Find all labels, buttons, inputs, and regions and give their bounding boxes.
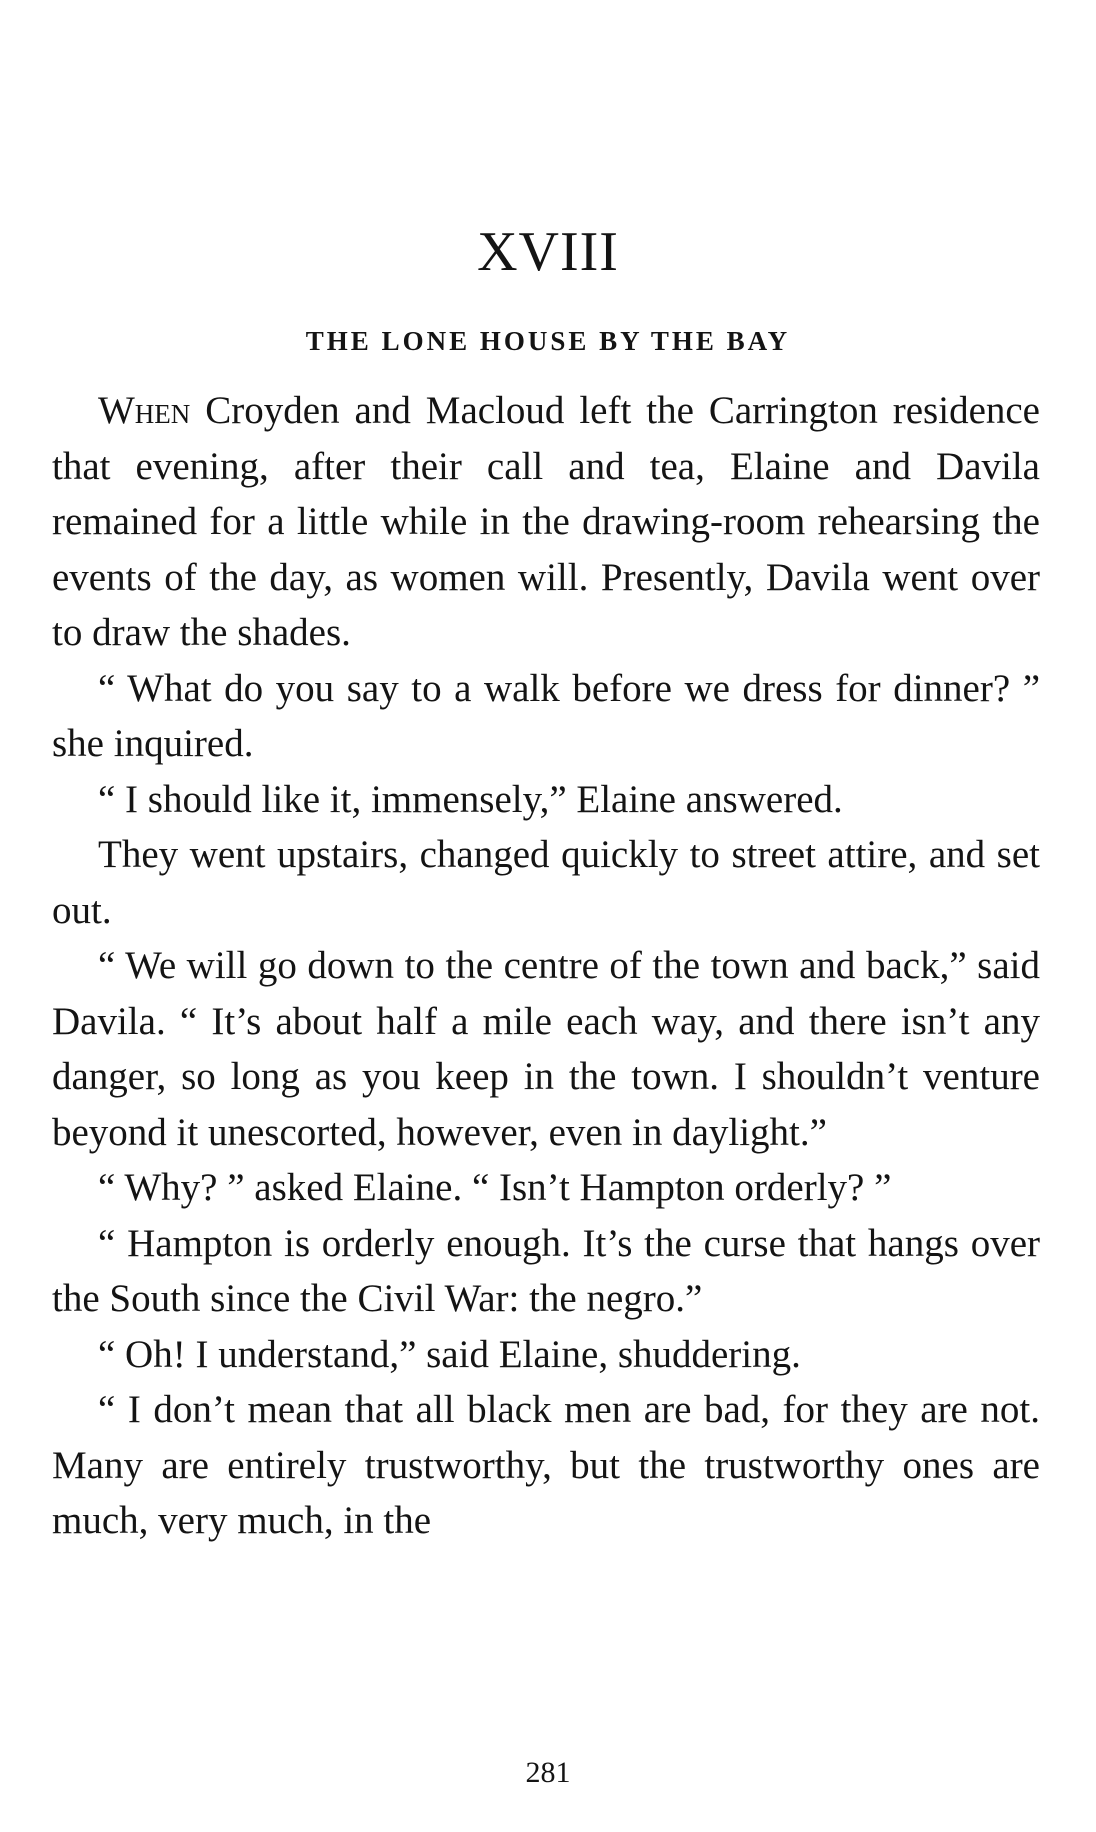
chapter-title: THE LONE HOUSE BY THE BAY <box>305 326 791 356</box>
paragraph <box>52 1327 1040 1383</box>
body-text <box>52 383 1040 1549</box>
paragraph <box>52 772 1040 828</box>
paragraph-text: “ I don’t mean that all black men are bad, for they are not. Many are entirely trustworthy, but the trustworthy ones are much, very much, in the <box>52 1388 1040 1542</box>
paragraph-text: “ We will go down to the centre of the town and back,” said Davila. “ It’s about half a mile each way, and there isn’t any danger, so long as you keep in the town. I shouldn’t venture beyond it unescorted, however, even in daylight.” <box>52 944 1040 1154</box>
paragraph-lead-word: When <box>98 389 191 432</box>
paragraph-text: They went upstairs, changed quickly to street attire, and set out. <box>52 833 1040 932</box>
paragraph-text: “ What do you say to a walk before we dress for dinner? ” she inquired. <box>52 666 1040 765</box>
paragraph-text: “ I should like it, immensely,” Elaine answered. <box>98 777 843 821</box>
page-number: 281 <box>525 1756 571 1789</box>
paragraph <box>52 938 1040 1160</box>
paragraph <box>52 1382 1040 1549</box>
paragraph <box>52 383 1040 661</box>
paragraph-text: “ Why? ” asked Elaine. “ Isn’t Hampton orderly? ” <box>98 1166 892 1209</box>
paragraph-text: Croyden and Macloud left the Carrington residence that evening, after their call and tea, Elaine and Davila remained for a little while in the drawing-room rehearsing the events of the day, as women will. Presently, Davila went over to draw the shades. <box>52 389 1040 654</box>
paragraph <box>52 661 1040 772</box>
chapter-number: XVIII <box>477 221 619 283</box>
paragraph <box>52 1160 1040 1216</box>
paragraph <box>52 827 1040 938</box>
paragraph <box>52 1216 1040 1327</box>
paragraph-text: “ Hampton is orderly enough. It’s the curse that hangs over the South since the Civil War: the negro.” <box>52 1221 1040 1320</box>
paragraph-text: “ Oh! I understand,” said Elaine, shuddering. <box>98 1332 801 1376</box>
